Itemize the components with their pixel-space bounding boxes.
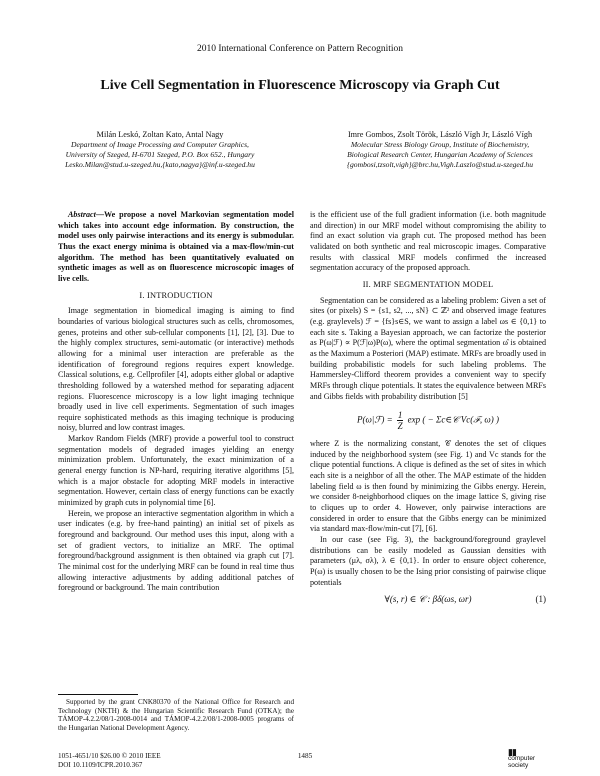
conference-header: 2010 International Conference on Pattern Recognition: [196, 44, 404, 54]
mrf-paragraph-3: In our case (see Fig. 3), the background/foreground graylevel distributions can be easily modeled as Gaussian densities with parameters (μλ, σλ), λ ∈ {0,1}. In order to ensure object coherence, P(ω) is usually chosen to be the Ising prior consisting of pairwise clique potentials: [310, 535, 546, 587]
eq-numerator: 1: [397, 410, 403, 421]
contribution-paragraph: is the efficient use of the full gradient information (i.e. both magnitude and direction) in our MRF model without compromising the ability to find an exact solution via graph cut. The proposed method has been validated on both synthetic and real microscopic images. Comparative results with classical MRF models confirmed the increased segmentation accuracy of the proposed approach.: [310, 210, 546, 273]
ising-equation: [310, 594, 546, 605]
authors-right: [304, 130, 576, 170]
right-column: [310, 210, 546, 613]
gibbs-equation: [310, 410, 546, 431]
affiliation-right-1: Molecular Stress Biology Group, Institute of Biochemistry,: [350, 140, 530, 149]
logo-mark-icon: ▮▮: [508, 747, 516, 757]
footnote-rule: [58, 694, 138, 695]
intro-paragraph-1: Image segmentation in biomedical imaging is aiming to find boundaries of various biological structures such as cells, chromosomes, genes, proteins and other sub-cellular components [1], [2], [3]. Due to the highly complex structures, semi-automatic (or interactive) methods allowing for a minimal user interaction are preferable as the identification of foreground regions requires expert knowledge. Classical solutions, e.g. Cellprofiler [4], adopts either global or adaptive thresholding followed by a watershed method for separating adjacent regions. Fluorescence microscopy is a low light imaging technique broadly used in live cell experiments. Segmentation of such images require sophisticated methods as this imaging technique is producing noisy, blurred and low contrast images.: [58, 306, 294, 433]
eq-lhs: P(ω|ℱ) =: [356, 414, 393, 425]
section-heading-introduction: I. INTRODUCTION: [139, 290, 213, 300]
footer-doi: DOI 10.1109/ICPR.2010.367: [58, 761, 143, 769]
eq-denominator: Z: [397, 421, 403, 432]
email-left: Lesko.Milan@stud.u-szeged.hu,{kato,nagya}@inf.u-szeged.hu: [65, 160, 255, 169]
email-right: {gombosi,tzsolt,vigh}@brc.hu,Vigh.Laszlo@stud.u-szeged.hu: [346, 160, 534, 169]
equation-number: (1): [535, 594, 546, 605]
mrf-paragraph-2: where Z is the normalizing constant, 𝒞 denotes the set of cliques induced by the neighborhood system (see Fig. 1) and Vc stands for the clique potential functions. A clique is defined as the set of sites in which each site is a neighbor of all the other. The MAP estimate of the hidden labeling field ω is then found by minimizing the Gibbs energy. Herein, we consider 8-neighborhood cliques on the image lattice S, giving rise to cliques up to order 4. However, only pairwise interactions are considered in order to ensure that the Gibbs energy can be minimized via standard max-flow/min-cut [7], [6].: [310, 439, 546, 534]
mrf-paragraph-1: Segmentation can be considered as a labeling problem: Given a set of sites (or pixels) S = {s1, s2, ..., sN} ⊂ ℤ² and observed image features (e.g. graylevels) ℱ = {fs}s∈S, we want to assign a label ωs ∈ {0,1} to each site s. Taking a Bayesian approach, we can factorize the posterior as P(ω|ℱ) ∝ P(ℱ|ω)P(ω), where the optimal segmentation ω̂ is obtained as the Maximum a Posteriori (MAP) estimate. MRFs are broadly used in building probabilistic models for such labeling problems. The Hammersley-Clifford theorem provides a convenient way to specify MRFs through clique potentials. It states the equivalence between MRFs and Gibbs fields with probability distribution [5]: [310, 295, 546, 401]
author-names-right: Imre Gombos, Zsolt Török, László Vígh Jr, László Vígh: [347, 130, 533, 139]
affiliation-right-2: Biological Research Center, Hungarian Academy of Sciences: [347, 150, 533, 159]
computer-society-logo: [508, 748, 535, 769]
logo-text-2: society: [508, 761, 529, 769]
page-number: 1485: [297, 752, 313, 760]
affiliation-left-1: Department of Image Processing and Computer Graphics,: [71, 140, 249, 149]
intro-paragraph-2: Markov Random Fields (MRF) provide a powerful tool to construct segmentation models of degraded images yielding an energy minimization problem. Unfortunately, the exact minimization of a general energy function is NP-hard, requiring iterative algorithms [5], which is a major obstacle for adopting MRF models in interactive segmentation. However, certain class of energy functions can be exactly minimized by graph cuts in polynomial time [6].: [58, 434, 294, 508]
ising-formula: ∀(s, r) ∈ 𝒞 : βδ(ωs, ωr): [384, 594, 472, 605]
author-names-left: Milán Leskó, Zoltan Kato, Antal Nagy: [96, 130, 224, 139]
footer-left: [58, 752, 161, 770]
logo-text-1: computer: [508, 755, 536, 762]
footer-issn: 1051-4651/10 $26.00 © 2010 IEEE: [58, 752, 161, 760]
paper-title: Live Cell Segmentation in Fluorescence Microscopy via Graph Cut: [100, 78, 500, 93]
abstract: [58, 210, 294, 285]
abstract-label: Abstract: [68, 210, 96, 219]
eq-fraction: [397, 410, 404, 431]
left-column: [58, 210, 294, 594]
eq-rhs: exp ( − Σc∈𝒞 Vc(ℱ, ω) ): [407, 414, 500, 425]
affiliation-left-2: University of Szeged, H-6701 Szeged, P.O. Box 652., Hungary: [65, 150, 255, 159]
section-heading-mrf: II. MRF SEGMENTATION MODEL: [362, 279, 494, 289]
intro-paragraph-3: Herein, we propose an interactive segmentation algorithm in which a user indicates (e.g. by free-hand painting) an initial set of pixels as foreground and background. Our method uses this input, along with a set of gradient vectors, to initialize an MRF. The optimal foreground/background assignment is then obtained via graph cut [7]. The minimal cost for the underlying MRF can be found in real time thus allowing interactive adjustments by adding additional patches of foreground or background. The main contribution: [58, 508, 294, 593]
abstract-text: —We propose a novel Markovian segmentation model which takes into account edge information. By construction, the model uses only pairwise interactions and its energy is submodular. Thus the exact energy minima is obtained via a max-flow/min-cut algorithm. The method has been quantitatively evaluated on synthetic images as well as on fluorescence microscopic images of live cells.: [58, 210, 294, 283]
authors-left: [28, 130, 292, 170]
footnote: Supported by the grant CNK80370 of the National Office for Research and Technology (NKTH) & the Hungarian Scientific Research Fund (OTKA); the TÁMOP-4.2.2/08/1-2008-0014 and TÁMOP-4.2.2/08/1-2008-0005 programs of the Hungarian National Development Agency.: [58, 698, 294, 732]
